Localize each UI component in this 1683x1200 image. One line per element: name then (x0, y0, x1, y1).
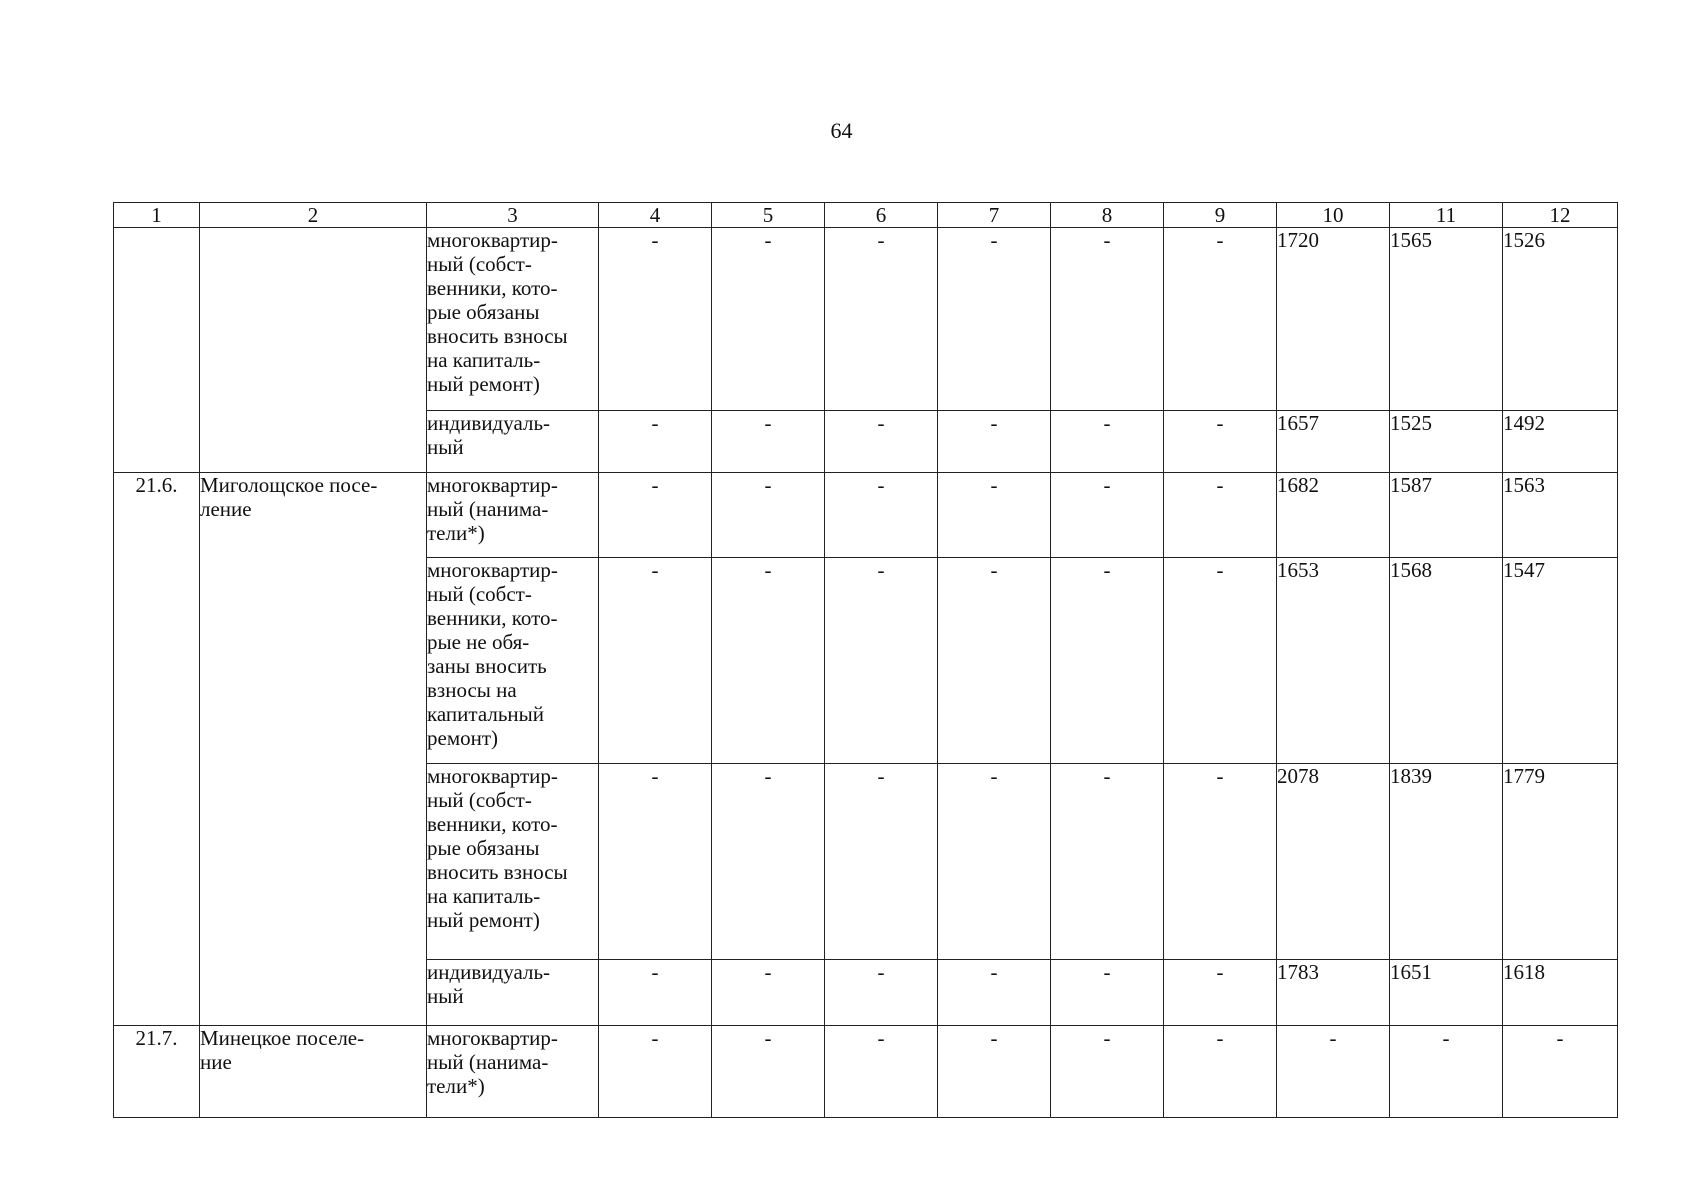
col-header: 12 (1503, 203, 1618, 228)
value-cell: 1568 (1390, 558, 1503, 764)
housing-type-line: взносы на (427, 678, 517, 702)
empty-value-cell: - (1164, 228, 1277, 411)
settlement-name-line: ние (200, 1050, 232, 1074)
housing-type-line: ный (427, 435, 464, 459)
empty-value-cell: - (599, 1026, 712, 1118)
empty-value-cell: - (599, 411, 712, 473)
empty-value-cell: - (825, 764, 938, 960)
col-header: 5 (712, 203, 825, 228)
empty-value-cell: - (712, 960, 825, 1026)
empty-value-cell: - (938, 473, 1051, 558)
empty-value-cell: - (1051, 960, 1164, 1026)
housing-type-line: индивидуаль- (427, 960, 551, 984)
value-cell: 1587 (1390, 473, 1503, 558)
empty-value-cell: - (599, 558, 712, 764)
settlement-name-cell (200, 1026, 427, 1118)
settlement-name-line: ление (200, 497, 252, 521)
value-cell: 1618 (1503, 960, 1618, 1026)
value-cell: 1653 (1277, 558, 1390, 764)
empty-value-cell: - (712, 473, 825, 558)
housing-type-line: венники, кото- (427, 276, 558, 300)
empty-value-cell: - (599, 473, 712, 558)
empty-value-cell: - (938, 960, 1051, 1026)
value-cell: - (1390, 1026, 1503, 1118)
empty-value-cell: - (825, 960, 938, 1026)
table-row (114, 228, 1618, 411)
empty-value-cell: - (1164, 411, 1277, 473)
empty-value-cell: - (712, 1026, 825, 1118)
col-header: 10 (1277, 203, 1390, 228)
housing-type-line: многоквартир- (427, 473, 558, 497)
col-header: 3 (427, 203, 599, 228)
housing-type-cell (427, 473, 599, 558)
empty-value-cell: - (938, 1026, 1051, 1118)
row-number-cell (114, 228, 200, 473)
empty-value-cell: - (712, 228, 825, 411)
housing-type-line: на капиталь- (427, 884, 541, 908)
housing-type-cell (427, 558, 599, 764)
empty-value-cell: - (1164, 960, 1277, 1026)
value-cell: 1651 (1390, 960, 1503, 1026)
empty-value-cell: - (1164, 1026, 1277, 1118)
housing-type-line: многоквартир- (427, 1026, 558, 1050)
housing-type-line: многоквартир- (427, 558, 558, 582)
empty-value-cell: - (1164, 764, 1277, 960)
header-row (114, 203, 1618, 228)
housing-type-line: рые обязаны (427, 300, 540, 324)
empty-value-cell: - (712, 764, 825, 960)
table-body (114, 228, 1618, 1118)
value-cell: 1526 (1503, 228, 1618, 411)
housing-type-line: многоквартир- (427, 764, 558, 788)
table-row (114, 1026, 1618, 1118)
col-header: 4 (599, 203, 712, 228)
value-cell: 2078 (1277, 764, 1390, 960)
housing-type-line: тели*) (427, 1074, 485, 1098)
housing-type-line: ный ремонт) (427, 372, 540, 396)
col-header: 1 (114, 203, 200, 228)
housing-type-line: вносить взносы (427, 324, 568, 348)
housing-type-line: рые не обя- (427, 630, 530, 654)
housing-type-line: капитальный (427, 702, 544, 726)
col-header: 8 (1051, 203, 1164, 228)
value-cell: - (1503, 1026, 1618, 1118)
housing-type-line: ный (собст- (427, 788, 532, 812)
value-cell: 1720 (1277, 228, 1390, 411)
housing-type-cell (427, 1026, 599, 1118)
row-number-cell: 21.6. (114, 473, 200, 1026)
empty-value-cell: - (1051, 473, 1164, 558)
empty-value-cell: - (1164, 473, 1277, 558)
empty-value-cell: - (1051, 411, 1164, 473)
housing-type-line: венники, кото- (427, 812, 558, 836)
empty-value-cell: - (599, 764, 712, 960)
empty-value-cell: - (825, 558, 938, 764)
value-cell: 1525 (1390, 411, 1503, 473)
value-cell: 1657 (1277, 411, 1390, 473)
housing-type-line: ный (427, 984, 464, 1008)
housing-type-line: ный (нанима- (427, 1050, 549, 1074)
empty-value-cell: - (1164, 558, 1277, 764)
housing-type-line: многоквартир- (427, 228, 558, 252)
row-number-cell: 21.7. (114, 1026, 200, 1118)
empty-value-cell: - (712, 411, 825, 473)
value-cell: 1547 (1503, 558, 1618, 764)
empty-value-cell: - (825, 228, 938, 411)
col-header: 11 (1390, 203, 1503, 228)
empty-value-cell: - (938, 228, 1051, 411)
page-number: 64 (830, 118, 853, 143)
empty-value-cell: - (825, 473, 938, 558)
empty-value-cell: - (1051, 228, 1164, 411)
empty-value-cell: - (599, 960, 712, 1026)
housing-type-cell (427, 764, 599, 960)
settlement-name-cell (200, 473, 427, 1026)
housing-type-line: ный (собст- (427, 582, 532, 606)
empty-value-cell: - (825, 1026, 938, 1118)
col-header: 9 (1164, 203, 1277, 228)
value-cell: 1682 (1277, 473, 1390, 558)
table-row (114, 473, 1618, 558)
empty-value-cell: - (938, 558, 1051, 764)
housing-type-line: ный (нанима- (427, 497, 549, 521)
col-header: 6 (825, 203, 938, 228)
empty-value-cell: - (1051, 558, 1164, 764)
housing-type-cell (427, 411, 599, 473)
value-cell: 1492 (1503, 411, 1618, 473)
value-cell: - (1277, 1026, 1390, 1118)
empty-value-cell: - (938, 764, 1051, 960)
housing-type-line: рые обязаны (427, 836, 540, 860)
housing-type-line: ный (собст- (427, 252, 532, 276)
col-header: 2 (200, 203, 427, 228)
value-cell: 1783 (1277, 960, 1390, 1026)
value-cell: 1563 (1503, 473, 1618, 558)
housing-type-line: ный ремонт) (427, 908, 540, 932)
empty-value-cell: - (1051, 764, 1164, 960)
value-cell: 1839 (1390, 764, 1503, 960)
housing-type-line: венники, кото- (427, 606, 558, 630)
settlement-name-cell (200, 228, 427, 473)
housing-type-line: индивидуаль- (427, 411, 551, 435)
empty-value-cell: - (599, 228, 712, 411)
housing-type-line: заны вносить (427, 654, 547, 678)
housing-type-line: вносить взносы (427, 860, 568, 884)
settlement-name-line: Минецкое поселе- (200, 1026, 365, 1050)
tariff-table (113, 202, 1618, 1118)
empty-value-cell: - (938, 411, 1051, 473)
value-cell: 1779 (1503, 764, 1618, 960)
housing-type-line: ремонт) (427, 726, 499, 750)
empty-value-cell: - (712, 558, 825, 764)
empty-value-cell: - (1051, 1026, 1164, 1118)
value-cell: 1565 (1390, 228, 1503, 411)
housing-type-cell (427, 228, 599, 411)
housing-type-line: тели*) (427, 521, 485, 545)
col-header: 7 (938, 203, 1051, 228)
housing-type-cell (427, 960, 599, 1026)
empty-value-cell: - (825, 411, 938, 473)
housing-type-line: на капиталь- (427, 348, 541, 372)
settlement-name-line: Миголощское посе- (200, 473, 378, 497)
